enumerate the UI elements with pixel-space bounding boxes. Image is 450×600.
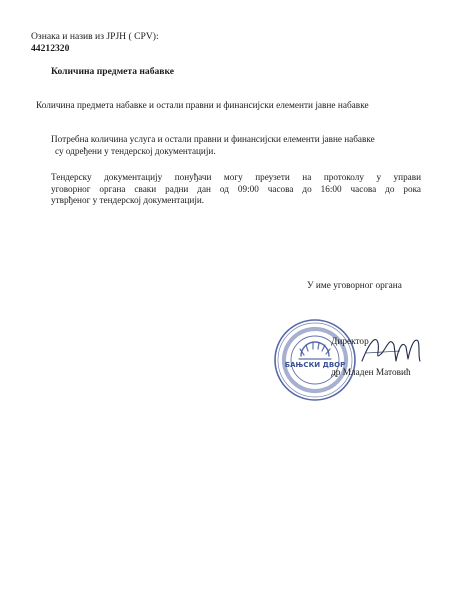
cpv-code-value: 44212320: [31, 43, 70, 54]
paragraph-quantity-line-2: су одређени у тендерској документацији.: [55, 145, 216, 156]
paragraph-tender-docs-line-1: Тендерску документацију понуђачи могу преузети на протоколу у управи: [51, 172, 421, 182]
handwritten-signature: [360, 331, 422, 367]
paragraph-quantity: [51, 134, 421, 157]
paragraph-tender-docs-line-2: уговорног органа сваки радни дан од 09:00 часова до 16:00 часова до рока: [51, 183, 421, 194]
cpv-code-label: Ознака и назив из ЈРЈН ( CPV):: [31, 31, 159, 42]
seal-center-text: БАЊСКИ ДВОР: [284, 361, 346, 369]
official-seal-stamp: [273, 318, 357, 402]
paragraph-quantity-line-1: Потребна количина услуга и остали правни и финансијски елементи јавне набавке: [51, 134, 375, 144]
intro-line: Количина предмета набавке и остали правни и финансијски елементи јавне набавке: [36, 101, 369, 111]
signature-block-title: У име уговорног органа: [307, 281, 402, 291]
paragraph-tender-docs: [51, 172, 421, 207]
signatory-role: Директор: [331, 337, 369, 347]
signatory-name: др Младен Матовић: [331, 368, 411, 378]
section-heading: Количина предмета набавке: [51, 66, 175, 77]
paragraph-tender-docs-line-3: утврђеног у тендерској документацији.: [51, 195, 205, 206]
